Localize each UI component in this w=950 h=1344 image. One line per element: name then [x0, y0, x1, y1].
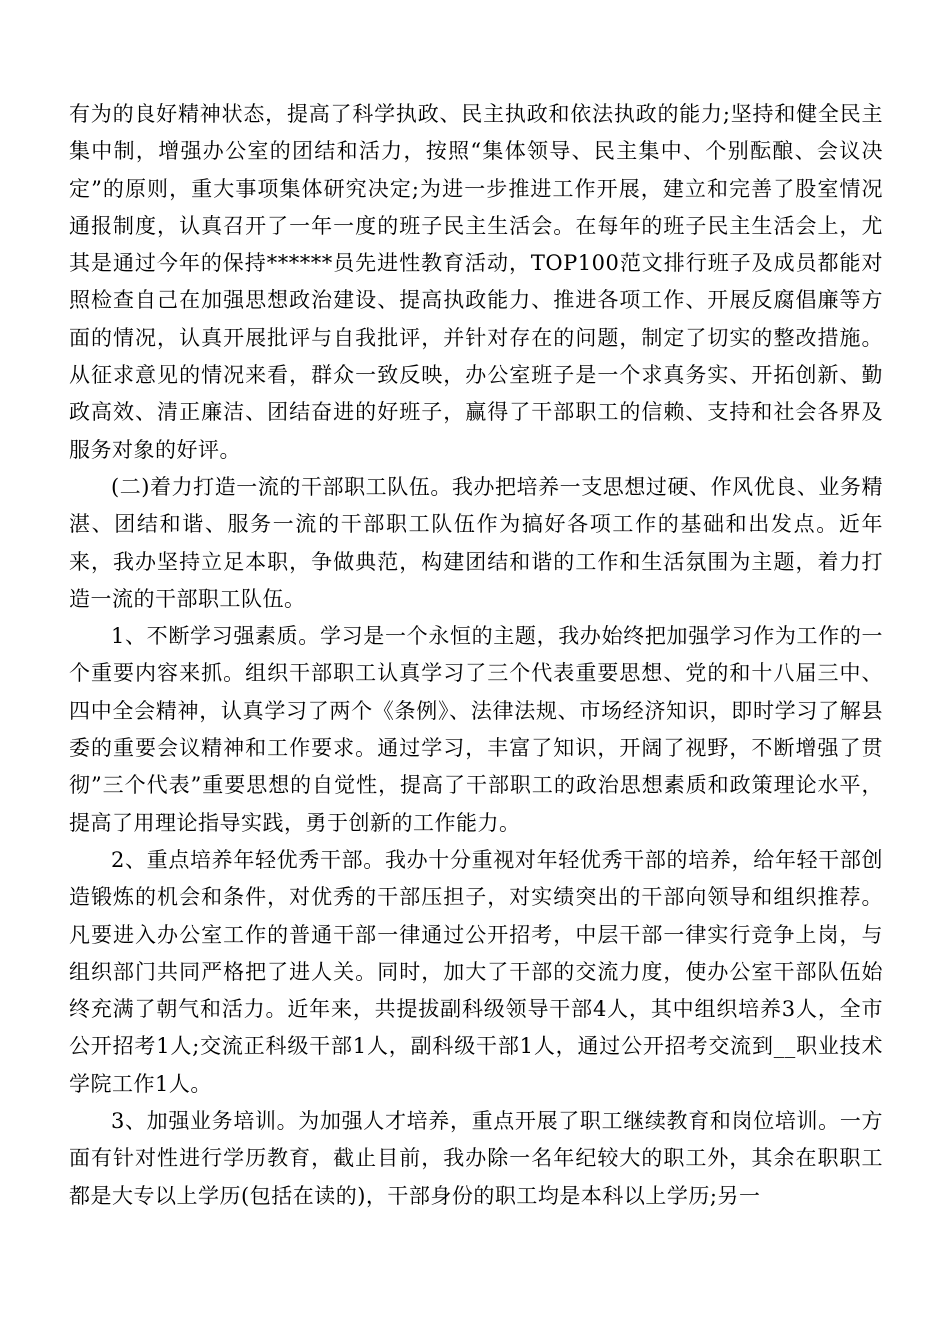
paragraph-item-1: 1、不断学习强素质。学习是一个永恒的主题，我办始终把加强学习作为工作的一个重要内容来抓。组织干部职工认真学习了三个代表重要思想、党的和十八届三中、四中全会精神，认真学习了两个《条例》、法律法规、市场经济知识，即时学习了解县委的重要会议精神和工作要求。通过学习，丰富了知识，开阔了视野，不断增强了贯彻”三个代表”重要思想的自觉性，提高了干部职工的政治思想素质和政策理论水平，提高了用理论指导实践，勇于创新的工作能力。: [69, 624, 883, 835]
document-body: [69, 96, 883, 1215]
paragraph-item-2: 2、重点培养年轻优秀干部。我办十分重视对年轻优秀干部的培养，给年轻干部创造锻炼的机会和条件，对优秀的干部压担子，对实绩突出的干部向领导和组织推荐。凡要进入办公室工作的普通干部一律通过公开招考，中层干部一律实行竞争上岗，与组织部门共同严格把了进人关。同时，加大了干部的交流力度，使办公室干部队伍始终充满了朝气和活力。近年来，共提拔副科级领导干部4人，其中组织培养3人，全市公开招考1人;交流正科级干部1人，副科级干部1人，通过公开招考交流到__职业技术学院工作1人。: [69, 847, 883, 1096]
paragraph-continued: 有为的良好精神状态，提高了科学执政、民主执政和依法执政的能力;坚持和健全民主集中制，增强办公室的团结和活力，按照“集体领导、民主集中、个别酝酿、会议决定”的原则，重大事项集体研究决定;为进一步推进工作开展，建立和完善了股室情况通报制度，认真召开了一年一度的班子民主生活会。在每年的班子民主生活会上，尤其是通过今年的保持******员先进性教育活动，TOP100范文排行班子及成员都能对照检查自己在加强思想政治建设、提高执政能力、推进各项工作、开展反腐倡廉等方面的情况，认真开展批评与自我批评，并针对存在的问题，制定了切实的整改措施。从征求意见的情况来看，群众一致反映，办公室班子是一个求真务实、开拓创新、勤政高效、清正廉洁、团结奋进的好班子，赢得了干部职工的信赖、支持和社会各界及服务对象的好评。: [69, 102, 883, 462]
paragraph-section-2: (二)着力打造一流的干部职工队伍。我办把培养一支思想过硬、作风优良、业务精湛、团结和谐、服务一流的干部职工队伍作为搞好各项工作的基础和出发点。近年来，我办坚持立足本职，争做典范，构建团结和谐的工作和生活氛围为主题，着力打造一流的干部职工队伍。: [69, 474, 883, 611]
paragraph-item-3: 3、加强业务培训。为加强人才培养，重点开展了职工继续教育和岗位培训。一方面有针对性进行学历教育，截止目前，我办除一名年纪较大的职工外，其余在职职工都是大专以上学历(包括在读的)，干部身份的职工均是本科以上学历;另一: [69, 1109, 883, 1208]
